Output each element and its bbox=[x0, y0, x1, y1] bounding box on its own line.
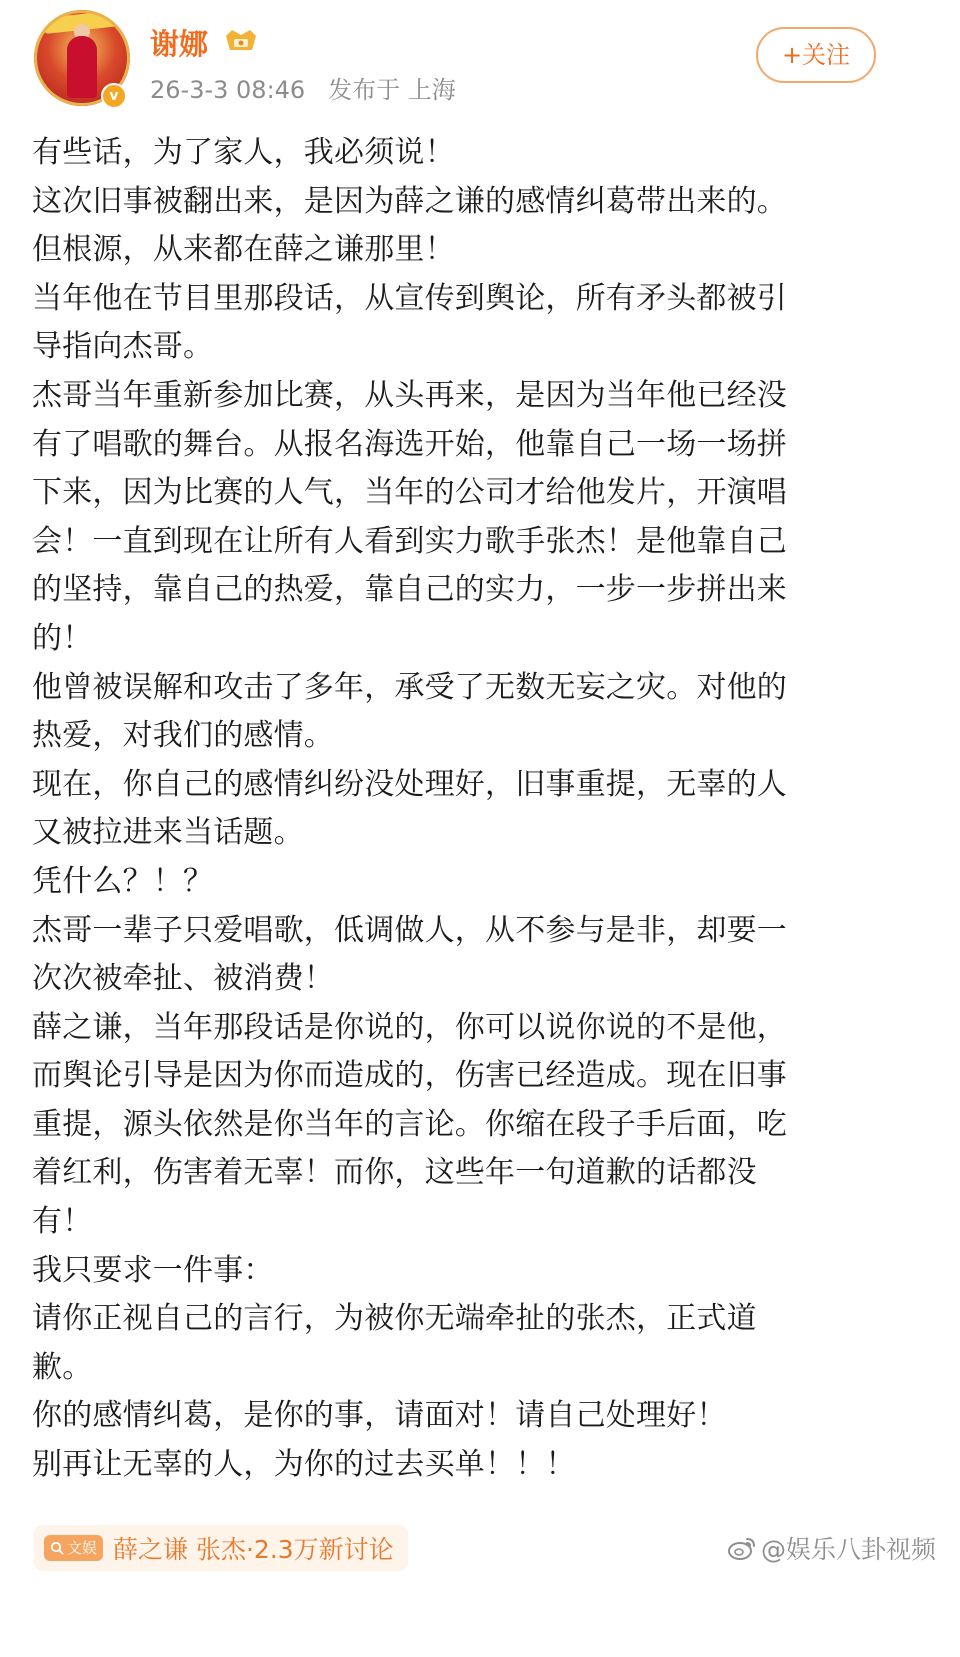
topic-pill[interactable] bbox=[34, 1525, 408, 1571]
post-header bbox=[0, 0, 960, 125]
level-badge-icon bbox=[222, 26, 260, 56]
post-text-line: 现在，你自己的感情纠纷没处理好，旧事重提，无辜的人 bbox=[32, 766, 787, 802]
post-text-line: 别再让无辜的人，为你的过去买单！！！ bbox=[32, 1447, 576, 1483]
post-text-line: 的！ bbox=[32, 620, 93, 656]
topic-text: 薛之谦 张杰·2.3万新讨论 bbox=[113, 1535, 394, 1564]
post-text-line: 又被拉进来当话题。 bbox=[32, 815, 304, 851]
watermark bbox=[727, 1530, 936, 1566]
post-location: 发布于 上海 bbox=[328, 76, 456, 104]
follow-button[interactable]: +关注 bbox=[756, 27, 876, 83]
weibo-logo-icon bbox=[727, 1535, 757, 1561]
post-text-line: 杰哥当年重新参加比赛，从头再来，是因为当年他已经没 bbox=[32, 377, 787, 413]
watermark-text: @娱乐八卦视频 bbox=[760, 1535, 936, 1564]
author-name[interactable]: 谢娜 bbox=[150, 27, 209, 61]
post-text-line: 杰哥一辈子只爱唱歌，低调做人，从不参与是非，却要一 bbox=[32, 912, 787, 948]
post-text-line: 会！一直到现在让所有人看到实力歌手张杰！是他靠自己 bbox=[32, 523, 787, 559]
verified-badge-icon: v bbox=[101, 83, 127, 109]
search-icon bbox=[50, 1541, 64, 1555]
post-text-line: 下来，因为比赛的人气，当年的公司才给他发片，开演唱 bbox=[32, 475, 787, 511]
post-text-line: 歉。 bbox=[32, 1349, 93, 1385]
post-text-line: 导指向杰哥。 bbox=[32, 329, 214, 365]
post-text-line: 有！ bbox=[32, 1204, 93, 1240]
post-text-line: 我只要求一件事： bbox=[32, 1252, 274, 1288]
post-text-line: 次次被牵扯、被消费！ bbox=[32, 961, 334, 997]
post-text-line: 着红利，伤害着无辜！而你，这些年一句道歉的话都没 bbox=[32, 1155, 757, 1191]
post-body bbox=[32, 129, 932, 1490]
post-text-line: 有些话，为了家人，我必须说！ bbox=[32, 135, 455, 170]
post-text-line: 重提，源头依然是你当年的言论。你缩在段子手后面，吃 bbox=[32, 1106, 787, 1142]
topic-tag-label: 文娱 bbox=[67, 1539, 98, 1557]
post-date: 26-3-3 08:46 bbox=[150, 76, 306, 104]
post-text-line: 的坚持，靠自己的热爱，靠自己的实力，一步一步拼出来 bbox=[32, 572, 787, 608]
post-text-line: 但根源，从来都在薛之谦那里！ bbox=[32, 232, 455, 268]
post-text-line: 热爱，对我们的感情。 bbox=[32, 718, 334, 754]
post-meta bbox=[150, 70, 456, 105]
topic-tag bbox=[44, 1535, 103, 1561]
post-text-line: 而舆论引导是因为你而造成的，伤害已经造成。现在旧事 bbox=[32, 1058, 787, 1094]
post-text-line: 当年他在节目里那段话，从宣传到舆论，所有矛头都被引 bbox=[32, 280, 787, 316]
post-text-line: 他曾被误解和攻击了多年，承受了无数无妄之灾。对他的 bbox=[32, 669, 787, 705]
post-text-line: 请你正视自己的言行，为被你无端牵扯的张杰，正式道 bbox=[32, 1301, 757, 1337]
post-text-line: 这次旧事被翻出来，是因为薛之谦的感情纠葛带出来的。 bbox=[32, 183, 787, 219]
post-text-line: 薛之谦，当年那段话是你说的，你可以说你说的不是他， bbox=[32, 1009, 787, 1045]
post-text-line: 凭什么？！？ bbox=[32, 863, 214, 899]
post-text-line: 你的感情纠葛，是你的事，请面对！请自己处理好！ bbox=[32, 1398, 727, 1434]
post-text-line: 有了唱歌的舞台。从报名海选开始，他靠自己一场一场拼 bbox=[32, 426, 787, 462]
